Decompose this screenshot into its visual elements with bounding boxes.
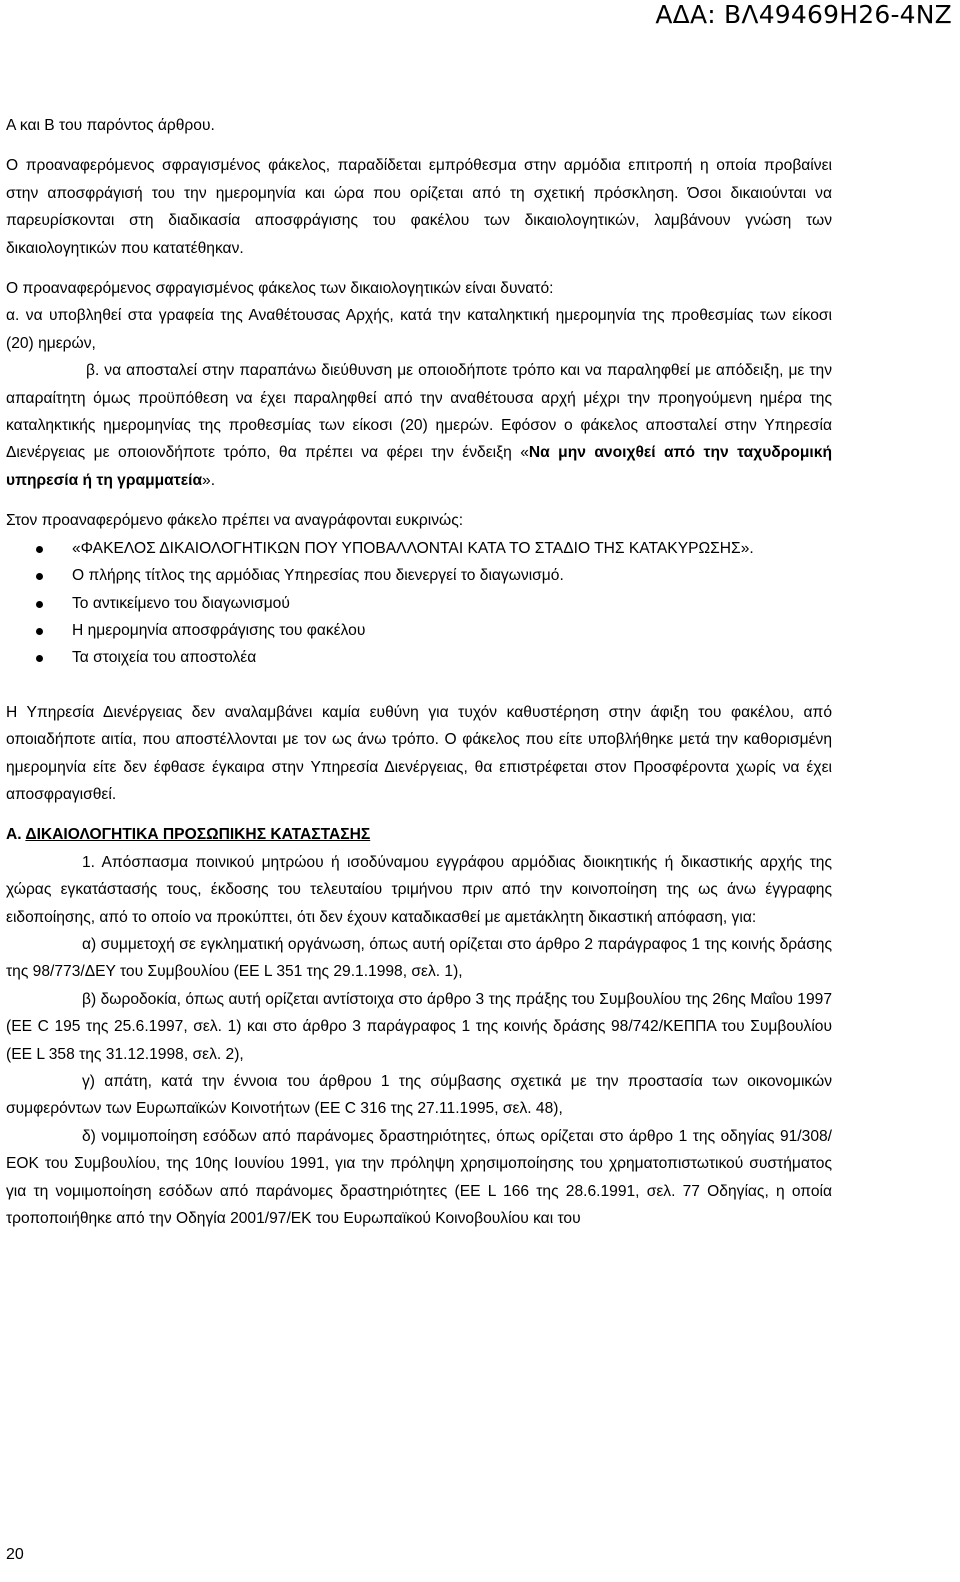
marking-list	[6, 535, 832, 672]
paragraph-item-a: α) συμμετοχή σε εγκληματική οργάνωση, όπως αυτή ορίζεται στο άρθρο 2 παράγραφος 1 της κοινής δράσης της 98/773/ΔΕΥ του Συμβουλίου (ΕΕ L 351 της 29.1.1998, σελ. 1),	[6, 935, 832, 981]
paragraph-option-a: α. να υποβληθεί στα γραφεία της Αναθέτουσας Αρχής, κατά την καταληκτική ημερομηνία της προθεσμίας των είκοσι (20) ημερών,	[6, 307, 832, 352]
option-b-text: β. να αποσταλεί στην παραπάνω διεύθυνση με οποιοδήποτε τρόπο και να παραληφθεί με απόδειξη, με την απαραίτητη όμως προϋπόθεση να έχει παραληφθεί από την αναθέτουσα αρχή μέχρι την προηγούμενη ημέρα της καταληκτικής ημερομηνίας της προθεσμίας των είκοσι (20) ημερών. Εφόσον ο φάκελος αποσταλεί στην Υπηρεσία Διενέργειας με οποιονδήποτε τρόπο, θα πρέπει να φέρει την ένδειξη «	[6, 362, 832, 462]
paragraph-submission-options: Ο προαναφερόμενος σφραγισμένος φάκελος των δικαιολογητικών είναι δυνατό:	[6, 280, 554, 298]
option-b-end: ».	[202, 471, 216, 489]
bullet-icon	[36, 628, 43, 635]
section-heading	[6, 821, 832, 848]
paragraph-item-d: δ) νομιμοποίηση εσόδων από παράνομες δραστηριότητες, όπως ορίζεται στο άρθρο 1 της οδηγίας 91/308/ΕΟΚ του Συμβουλίου, της 10ης Ιουνίου 1991, για την πρόληψη χρησιμοποίησης του χρηματοπιστωτικού συστήματος για τη νομιμοποίηση εσόδων από παράνομες δραστηριότητες (ΕΕ L 166 της 28.6.1991, σελ. 77 Οδηγίας, η οποία τροποποιήθηκε από την Οδηγία 2001/97/ΕΚ του Ευρωπαϊκού Κοινοβουλίου και του	[6, 1127, 832, 1228]
list-item	[6, 617, 832, 644]
bullet-icon	[36, 546, 43, 553]
list-item	[6, 590, 832, 617]
paragraph-liability: Η Υπηρεσία Διενέργειας δεν αναλαμβάνει καμία ευθύνη για τυχόν καθυστέρηση στην άφιξη του φακέλου, από οποιαδήποτε αιτία, που αποστέλλονται με τον ως άνω τρόπο. Ο φάκελος που είτε υποβλήθηκε μετά την καθορισμένη ημερομηνία είτε δεν έφθασε έγκαιρα στην Υπηρεσία Διενέργειας, θα επιστρέφεται στον Προσφέροντα χωρίς να έχει αποσφραγισθεί.	[6, 703, 832, 803]
section-heading-title: ΔΙΚΑΙΟΛΟΓΗΤΙΚΑ ΠΡΟΣΩΠΙΚΗΣ ΚΑΤΑΣΤΑΣΗΣ	[25, 826, 371, 844]
paragraph-envelope-delivery: Ο προαναφερόμενος σφραγισμένος φάκελος, παραδίδεται εμπρόθεσμα στην αρμόδια επιτροπή η οποία προβαίνει στην αποσφράγισή του την ημερομηνία και ώρα που ορίζεται από τη σχετική πρόσκληση. Όσοι δικαιούνται να παρευρίσκονται στη διαδικασία αποσφράγισης του φακέλου των δικαιολογητικών, λαμβάνουν γνώση των δικαιολογητικών που κατατέθηκαν.	[6, 157, 832, 257]
section-heading-prefix: Α.	[6, 826, 26, 844]
paragraph-item-b: β) δωροδοκία, όπως αυτή ορίζεται αντίστοιχα στο άρθρο 3 της πράξης του Συμβουλίου της 26ης Μαΐου 1997 (ΕΕ C 195 της 25.6.1997, σελ. 1) και στο άρθρο 3 παράγραφος 1 της κοινής δράσης 98/742/ΚΕΠΠΑ του Συμβουλίου (ΕΕ L 358 της 31.12.1998, σελ. 2),	[6, 990, 832, 1063]
list-item-text: Το αντικείμενο του διαγωνισμού	[72, 594, 290, 612]
option-b-bold-label: Να μην ανοιχθεί από την ταχυδρομική υπηρεσία ή τη γραμματεία	[6, 444, 832, 489]
list-item	[6, 562, 832, 589]
paragraph-envelope-marking: Στον προαναφερόμενο φάκελο πρέπει να αναγράφονται ευκρινώς:	[6, 512, 464, 530]
bullet-icon	[36, 601, 43, 608]
list-item-text: Η ημερομηνία αποσφράγισης του φακέλου	[72, 621, 366, 639]
list-item	[6, 535, 832, 562]
paragraph-item-c: γ) απάτη, κατά την έννοια του άρθρου 1 της σύμβασης σχετικά με την προστασία των οικονομικών συμφερόντων των Ευρωπαϊκών Κοινοτήτων (ΕΕ C 316 της 27.11.1995, σελ. 48),	[6, 1073, 832, 1118]
paragraph-intro: Α και Β του παρόντος άρθρου.	[6, 117, 215, 134]
ada-code: ΑΔΑ: ΒΛ49469Η26-4ΝΖ	[655, 0, 952, 29]
list-item-text: Ο πλήρης τίτλος της αρμόδιας Υπηρεσίας που διενεργεί το διαγωνισμό.	[72, 567, 564, 585]
list-item	[6, 644, 832, 671]
bullet-icon	[36, 573, 43, 580]
document-body	[6, 112, 832, 1232]
paragraph-criminal-record: 1. Απόσπασμα ποινικού μητρώου ή ισοδύναμου εγγράφου αρμόδιας διοικητικής ή δικαστικής αρχής της χώρας εγκατάστασής τους, έκδοσης του τελευταίου τριμήνου πριν από την κοινοποίηση της ως άνω έγγραφης ειδοποίησης, από το οποίο να προκύπτει, ότι δεν έχουν καταδικασθεί με αμετάκλητη δικαστική απόφαση, για:	[6, 853, 832, 926]
page-number: 20	[6, 1546, 24, 1563]
list-item-text: «ΦΑΚΕΛΟΣ ΔΙΚΑΙΟΛΟΓΗΤΙΚΩΝ ΠΟΥ ΥΠΟΒΑΛΛΟΝΤΑΙ ΚΑΤΑ ΤΟ ΣΤΑΔΙΟ ΤΗΣ ΚΑΤΑΚΥΡΩΣΗΣ».	[72, 539, 754, 557]
bullet-icon	[36, 655, 43, 662]
list-item-text: Τα στοιχεία του αποστολέα	[72, 649, 257, 667]
paragraph-option-b	[6, 357, 832, 494]
